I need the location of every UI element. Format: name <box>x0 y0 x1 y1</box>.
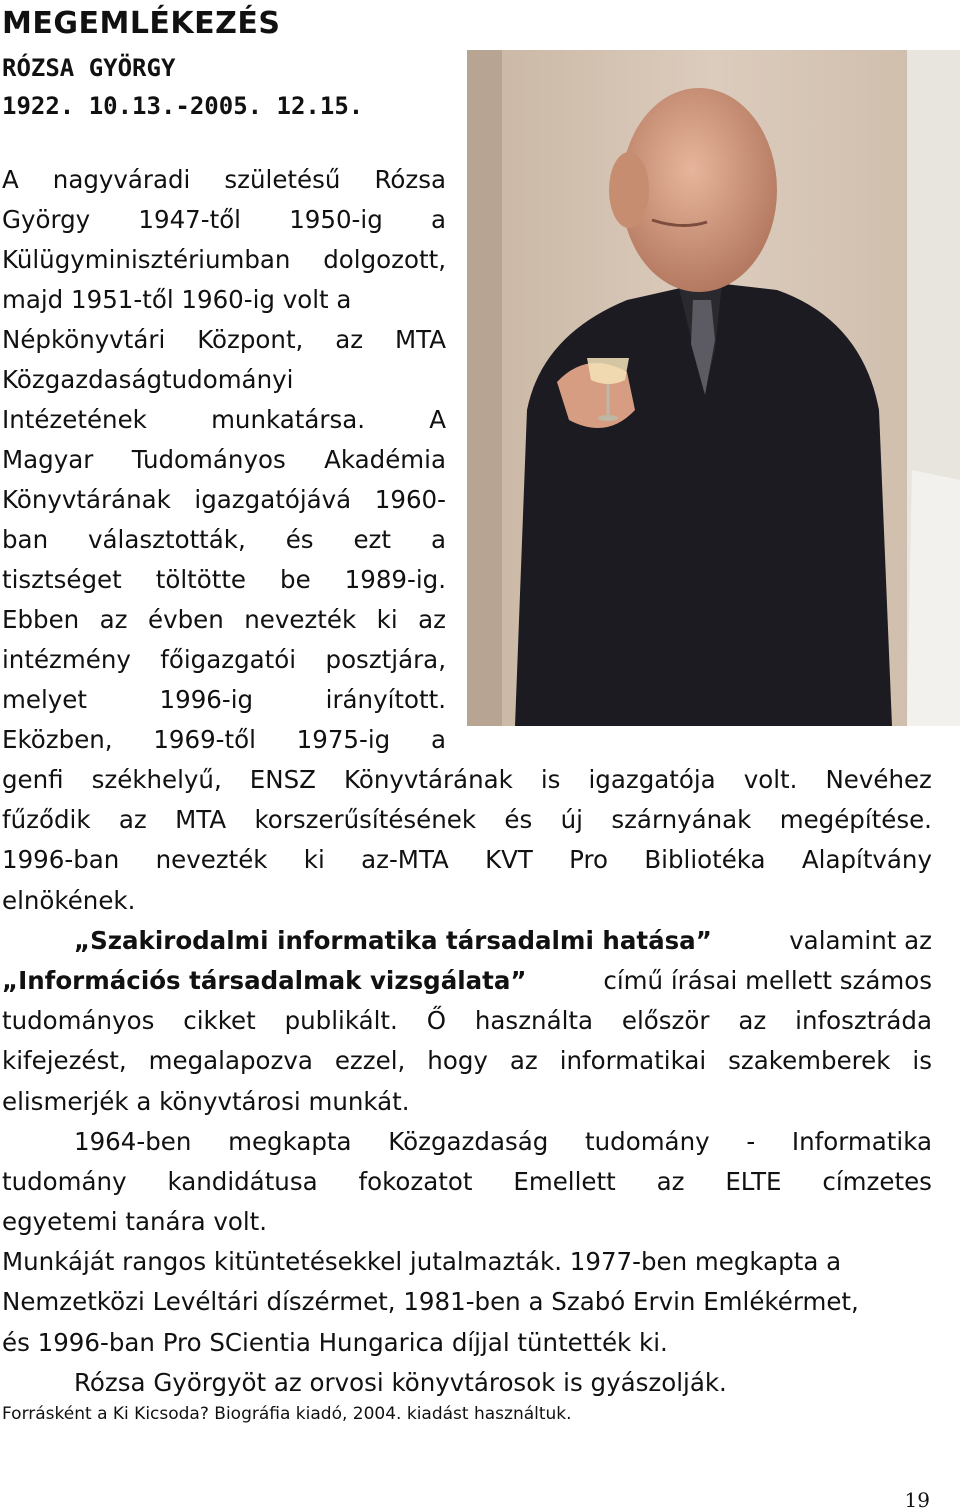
text-line: „Szakirodalmi informatika társadalmi hatása” valamint az <box>2 921 932 961</box>
text-line: „Információs társadalmak vizsgálata” című írásai mellett számos <box>2 961 932 1001</box>
text-line: tudományos cikket publikált. Ő használta először az infosztráda <box>2 1006 932 1036</box>
text-line: Intézetének munkatársa. A <box>2 405 446 434</box>
text-line: Magyar Tudományos Akadémia <box>2 445 446 474</box>
text-line: elnökének. <box>2 885 136 915</box>
text-line: fűződik az MTA korszerűsítésének és új szárnyának megépítése. <box>2 805 932 835</box>
text-line: 1964-ben megkapta Közgazdaság tudomány - Informatika <box>74 1126 932 1156</box>
text-line: A nagyváradi születésű Rózsa <box>2 165 446 194</box>
portrait-photo <box>467 50 960 726</box>
source-note: Forrásként a Ki Kicsoda? Biográfia kiadó, 2004. kiadást használtuk. <box>2 1404 572 1424</box>
closing-line: Rózsa Györgyöt az orvosi könyvtárosok is gyászolják. <box>74 1367 727 1397</box>
text-line: elismerjék a könyvtárosi munkát. <box>2 1086 410 1116</box>
text-line: György 1947-től 1950-ig a <box>2 205 446 234</box>
text-line: intézmény főigazgatói posztjára, <box>2 645 446 674</box>
text-line: Közgazdaságtudományi <box>2 365 294 394</box>
text-line: 1996-ban nevezték ki az-MTA KVT Pro Bibliotéka Alapítvány <box>2 845 932 875</box>
text-line: Nemzetközi Levéltári díszérmet, 1981-ben a Szabó Ervin Emlékérmet, <box>2 1287 859 1317</box>
full-width-text <box>2 760 932 1403</box>
text-line: és 1996-ban Pro SCientia Hungarica díjjal tüntették ki. <box>2 1327 668 1357</box>
text-line: majd 1951-től 1960-ig volt a <box>2 285 352 314</box>
text-line: tudomány kandidátusa fokozatot Emellett az ELTE címzetes <box>2 1166 932 1196</box>
title: MEGEMLÉKEZÉS <box>2 6 281 41</box>
text-line: melyet 1996-ig irányított. <box>2 685 446 714</box>
text-line: kifejezést, megalapozva ezzel, hogy az informatikai szakemberek is <box>2 1046 932 1076</box>
page-number: 19 <box>904 1488 930 1512</box>
person-name: RÓZSA GYÖRGY <box>2 54 176 82</box>
text-line: Külügyminisztériumban dolgozott, <box>2 245 446 274</box>
column-text <box>2 160 446 760</box>
text-line: Népkönyvtári Központ, az MTA <box>2 325 446 354</box>
text-line: genfi székhelyű, ENSZ Könyvtárának is igazgatója volt. Nevéhez <box>2 765 932 794</box>
text-line: Munkáját rangos kitüntetésekkel jutalmazták. 1977-ben megkapta a <box>2 1247 842 1277</box>
text-line: Ebben az évben nevezték ki az <box>2 605 446 634</box>
text-line: ban választották, és ezt a <box>2 525 446 554</box>
quoted-title: „Információs társadalmak vizsgálata” <box>2 965 527 995</box>
text-line: Könyvtárának igazgatójává 1960- <box>2 485 446 514</box>
quoted-title: „Szakirodalmi informatika társadalmi hatása” <box>74 925 712 955</box>
life-dates: 1922. 10.13.-2005. 12.15. <box>2 92 364 120</box>
text-line: tisztséget töltötte be 1989-ig. <box>2 565 446 594</box>
text-line: Eközben, 1969-től 1975-ig a <box>2 725 446 754</box>
text-line: egyetemi tanára volt. <box>2 1207 268 1237</box>
